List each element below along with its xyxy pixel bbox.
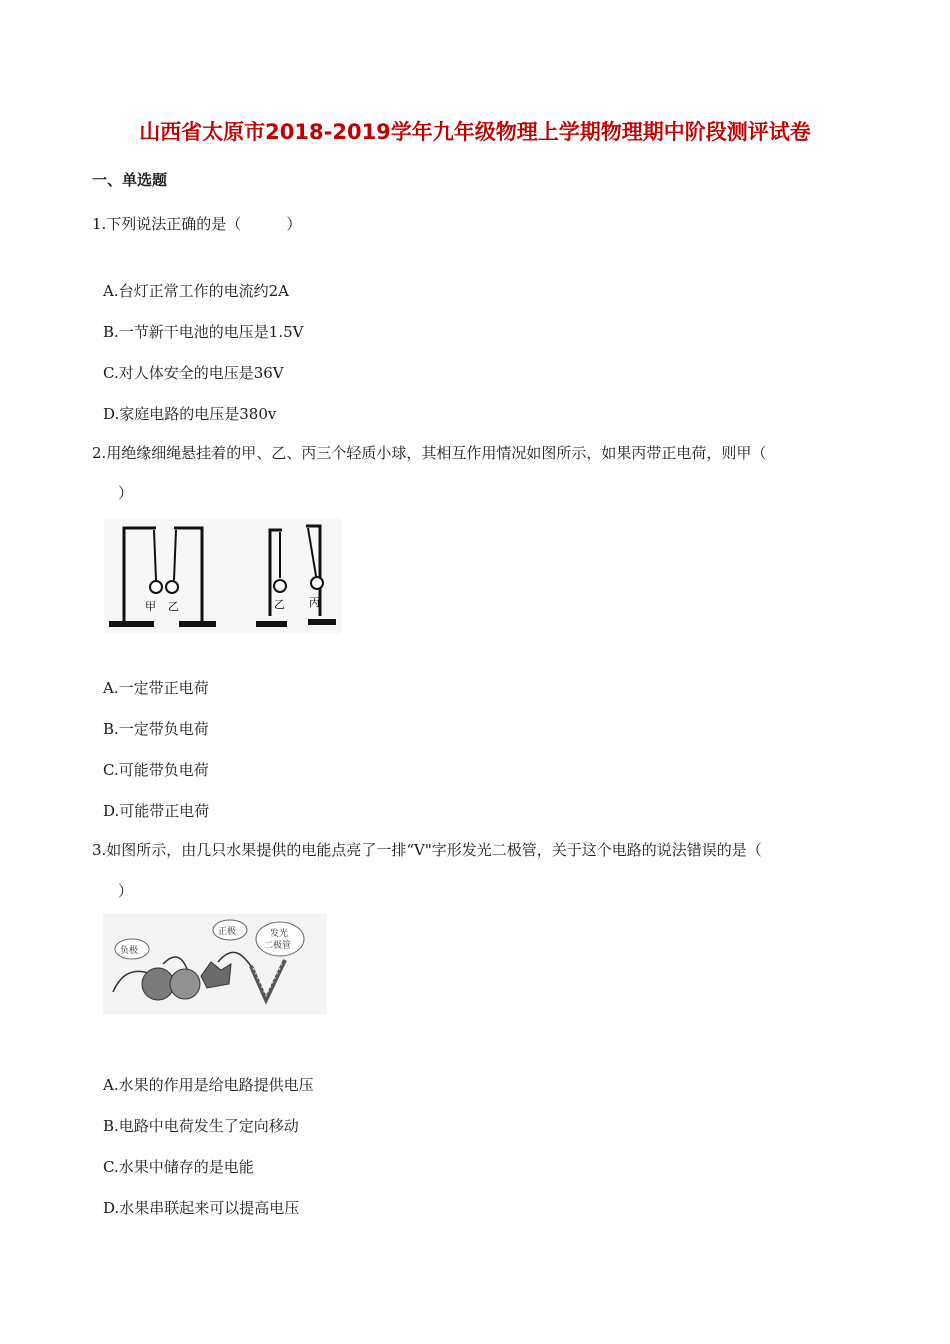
question-3-stem: 3.如图所示，由几只水果提供的电能点亮了一排“V"字形发光二极管，关于这个电路的说法错误的是（ bbox=[92, 841, 762, 859]
question-2-stem-continuation: ） bbox=[118, 484, 134, 502]
label-jia: 甲 bbox=[145, 600, 156, 613]
ball-jia bbox=[150, 581, 162, 593]
question-2-option-c: C.可能带负电荷 bbox=[103, 761, 209, 779]
question-1-option-d: D.家庭电路的电压是380v bbox=[103, 405, 277, 423]
question-2-option-d: D.可能带正电荷 bbox=[103, 802, 210, 820]
fruit-battery-figure bbox=[103, 914, 327, 1014]
question-1-option-a: A.台灯正常工作的电流约2A bbox=[103, 282, 289, 300]
label-led-1: 发光 bbox=[270, 929, 289, 939]
label-led-2: 二极管 bbox=[264, 941, 292, 951]
pendulum-figure bbox=[104, 518, 342, 634]
label-positive: 正极 bbox=[218, 927, 237, 937]
question-3-option-a: A.水果的作用是给电路提供电压 bbox=[103, 1076, 314, 1094]
label-yi-2: 乙 bbox=[274, 598, 285, 611]
ball-bing bbox=[311, 577, 323, 589]
fruit-1 bbox=[142, 968, 174, 1000]
label-negative: 负极 bbox=[120, 946, 139, 956]
label-bing: 丙 bbox=[309, 596, 320, 609]
question-1-stem: 1.下列说法正确的是（ ） bbox=[92, 215, 302, 233]
ball-yi-1 bbox=[166, 581, 178, 593]
question-3-stem-continuation: ） bbox=[118, 882, 134, 900]
question-2-option-b: B.一定带负电荷 bbox=[103, 720, 209, 738]
section-heading: 一、单选题 bbox=[92, 171, 168, 189]
document-title: 山西省太原市2018-2019学年九年级物理上学期物理期中阶段测评试卷 bbox=[139, 120, 811, 144]
label-yi-1: 乙 bbox=[168, 600, 179, 613]
question-1-option-b: B.一节新干电池的电压是1.5V bbox=[103, 323, 304, 341]
question-3-option-b: B.电路中电荷发生了定向移动 bbox=[103, 1117, 299, 1135]
fruit-2 bbox=[170, 969, 200, 999]
question-1-option-c: C.对人体安全的电压是36V bbox=[103, 364, 284, 382]
ball-yi-2 bbox=[274, 580, 286, 592]
question-2-option-a: A.一定带正电荷 bbox=[103, 679, 209, 697]
question-2-stem: 2.用绝缘细绳悬挂着的甲、乙、丙三个轻质小球，其相互作用情况如图所示，如果丙带正电荷，则甲（ bbox=[92, 444, 767, 462]
question-3-option-d: D.水果串联起来可以提高电压 bbox=[103, 1199, 300, 1217]
question-3-option-c: C.水果中储存的是电能 bbox=[103, 1158, 254, 1176]
